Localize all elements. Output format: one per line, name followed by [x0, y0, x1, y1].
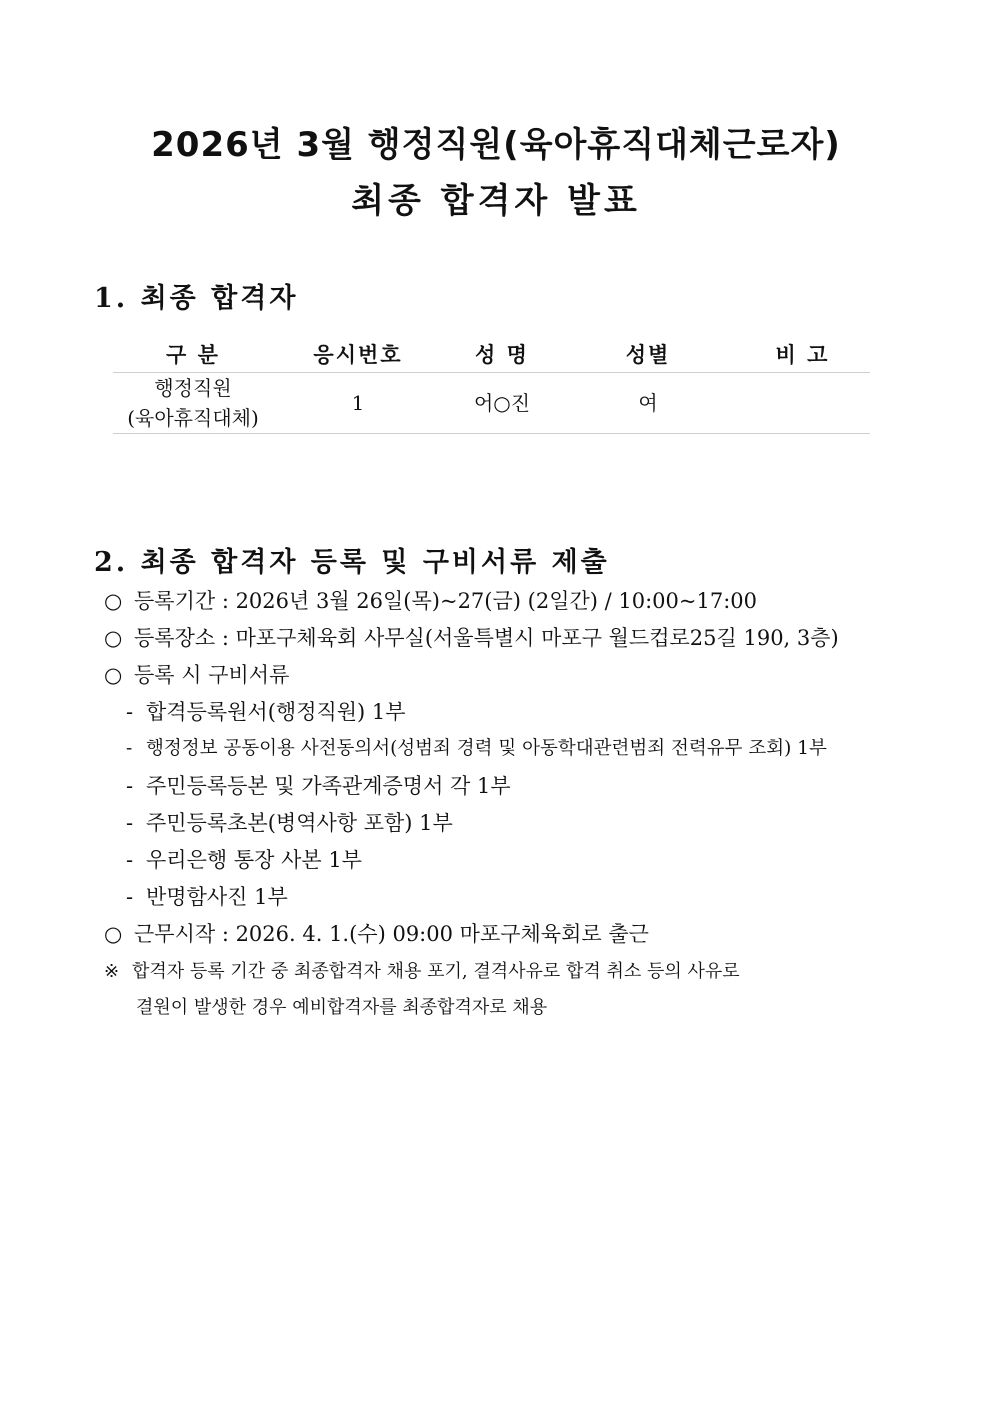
registration-place-item [104, 622, 924, 659]
required-doc-4: 주민등록초본(병역사항 포함) 1부 [146, 811, 453, 835]
section1-heading: 1. 최종 합격자 [94, 283, 299, 314]
section2-heading: 2. 최종 합격자 등록 및 구비서류 제출 [94, 547, 610, 578]
bullet-icon: ○ [104, 663, 123, 687]
bullet-icon: ○ [104, 626, 123, 650]
table-header-row [113, 335, 870, 373]
registration-details [104, 585, 924, 1027]
required-doc-2: 행정정보 공동이용 사전동의서(성범죄 경력 및 아동학대관련범죄 전력유무 조회) 1부 [146, 738, 827, 759]
table-row [113, 373, 870, 434]
note-line2 [104, 991, 924, 1027]
cell-gender: 여 [561, 373, 735, 434]
header-remarks: 비 고 [735, 335, 870, 373]
note-text-line1: 합격자 등록 기간 중 최종합격자 채용 포기, 결격사유로 합격 취소 등의 사유로 [132, 961, 740, 982]
registration-place-text: 등록장소 : 마포구체육회 사무실(서울특별시 마포구 월드컵로25길 190, 3층) [134, 626, 839, 650]
list-item [104, 696, 924, 733]
cell-remarks [735, 373, 870, 434]
cell-category-line1: 행정직원 [154, 376, 232, 400]
registration-period-text: 등록기간 : 2026년 3월 26일(목)~27(금) (2일간) / 10:00~17:00 [134, 589, 758, 613]
cell-category-line2: (육아휴직대체) [127, 406, 259, 430]
list-item [104, 770, 924, 807]
required-docs-heading: 등록 시 구비서류 [134, 663, 290, 687]
work-start-text: 근무시작 : 2026. 4. 1.(수) 09:00 마포구체육회로 출근 [134, 922, 649, 946]
required-doc-6: 반명함사진 1부 [146, 885, 288, 909]
page-title-line1: 2026년 3월 행정직원(육아휴직대체근로자) [151, 125, 841, 165]
list-item [104, 733, 924, 770]
dash-icon: - [126, 848, 134, 872]
bullet-icon: ○ [104, 922, 123, 946]
cell-category [113, 373, 273, 434]
work-start-item [104, 918, 924, 955]
list-item [104, 844, 924, 881]
dash-icon: - [126, 811, 134, 835]
dash-icon: - [126, 774, 134, 798]
reference-mark-icon: ※ [104, 961, 120, 982]
required-doc-3: 주민등록등본 및 가족관계증명서 각 1부 [146, 774, 511, 798]
dash-icon: - [126, 700, 134, 724]
required-docs-heading-item [104, 659, 924, 696]
registration-period-item [104, 585, 924, 622]
header-exam-number: 응시번호 [273, 335, 443, 373]
cell-name: 어○진 [443, 373, 561, 434]
results-table [113, 335, 870, 434]
header-gender: 성별 [561, 335, 735, 373]
required-doc-5: 우리은행 통장 사본 1부 [146, 848, 362, 872]
dash-icon: - [126, 885, 134, 909]
bullet-icon: ○ [104, 589, 123, 613]
header-category: 구 분 [113, 335, 273, 373]
note-line1 [104, 955, 924, 991]
page-title-line2: 최종 합격자 발표 [351, 181, 641, 221]
note-text-line2: 결원이 발생한 경우 예비합격자를 최종합격자로 채용 [136, 997, 548, 1018]
list-item [104, 881, 924, 918]
header-name: 성 명 [443, 335, 561, 373]
list-item [104, 807, 924, 844]
required-doc-1: 합격등록원서(행정직원) 1부 [146, 700, 406, 724]
dash-icon: - [126, 738, 133, 759]
cell-exam-number: 1 [273, 373, 443, 434]
